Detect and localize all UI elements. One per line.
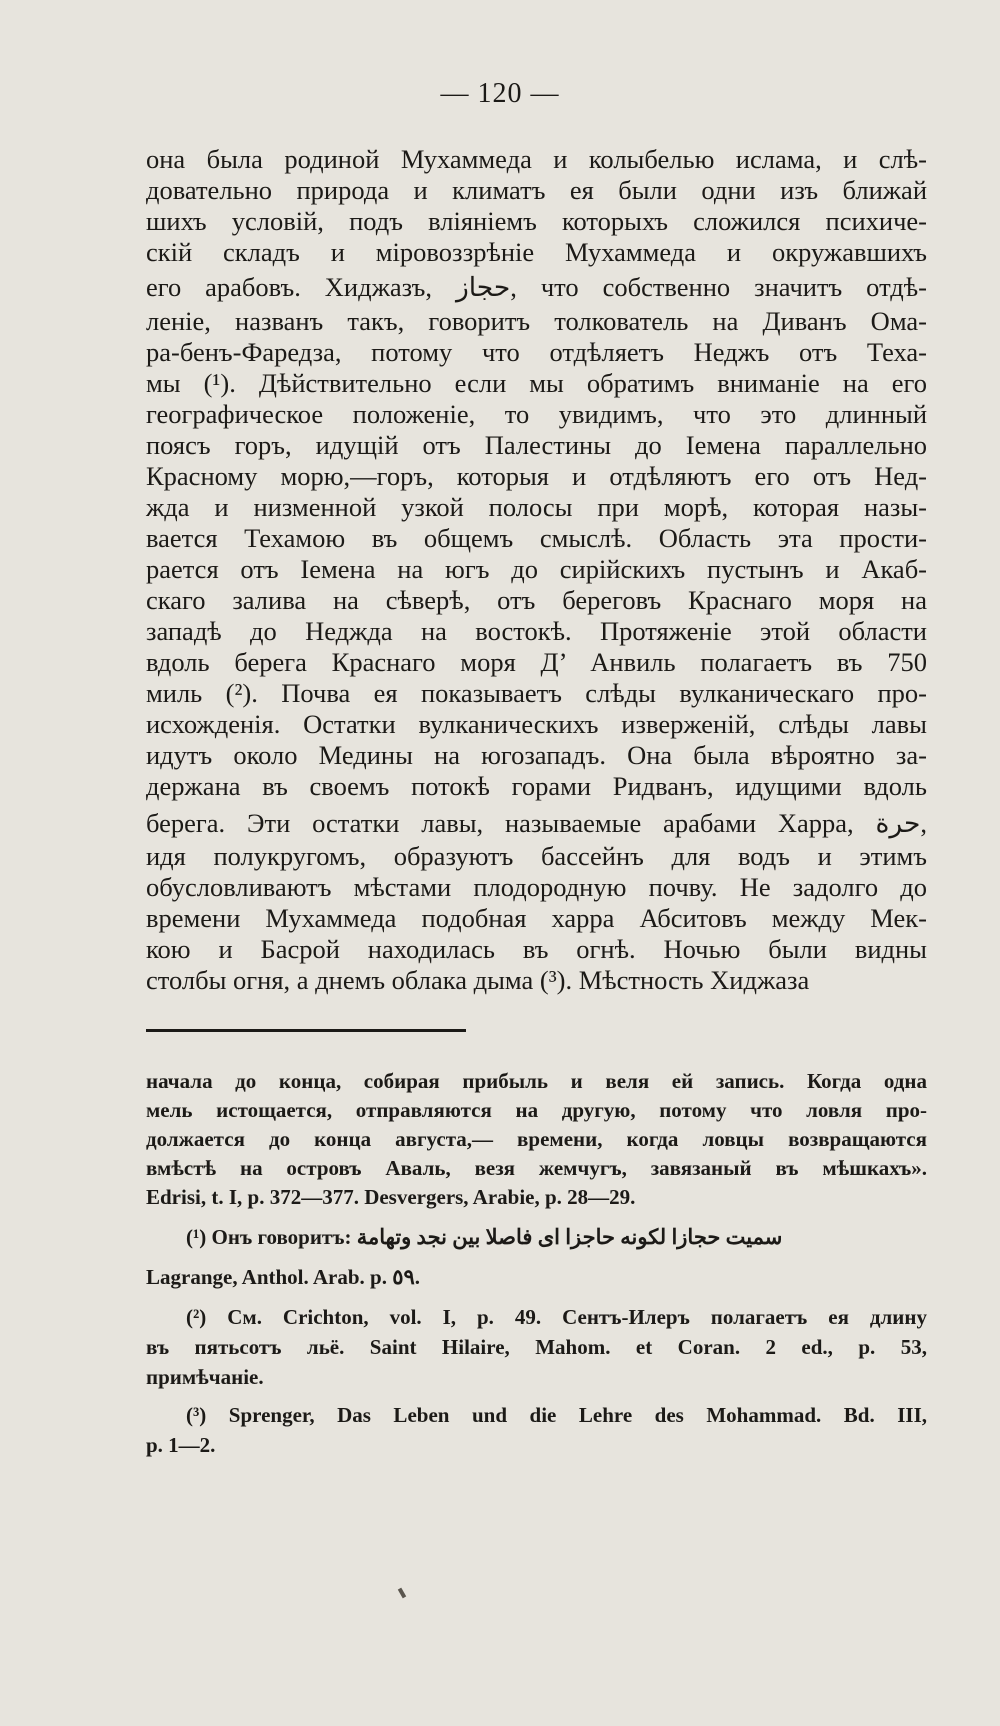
text-line: шихъ условій, подъ вліяніемъ которыхъ сложился психиче- <box>146 206 927 236</box>
footnote-line: примѣчаніе. <box>146 1365 264 1389</box>
text-line: идя полукругомъ, образуютъ бассейнъ для водъ и этимъ <box>146 841 927 871</box>
footnote-line: должается до конца августа,— времени, когда ловцы возвращаются <box>146 1127 927 1151</box>
text-line: жда и низменной узкой полосы при морѣ, которая назы- <box>146 492 927 522</box>
footnote-line: начала до конца, собирая прибыль и веля ей запись. Когда одна <box>146 1069 927 1093</box>
footnote-line: вмѣстѣ на островъ Аваль, везя жемчугъ, завязаный въ мѣшкахъ». <box>146 1156 927 1180</box>
text-line: вается Техамою въ общемъ смыслѣ. Область эта прости- <box>146 523 927 553</box>
text-line: его арабовъ. Хиджазъ, حجاز, что собственно значитъ отдѣ- <box>146 272 928 302</box>
text-line: обусловливаютъ мѣстами плодородную почву. Не задолго до <box>146 872 927 902</box>
footnote-line: Edrisi, t. I, p. 372—377. Desvergers, Arabie, p. 28—29. <box>146 1185 636 1209</box>
text-line: ра-бенъ-Фаредза, потому что отдѣляетъ Неджъ отъ Теха- <box>146 337 927 367</box>
text-line: рается отъ Іемена на югъ до сирійскихъ пустынъ и Акаб- <box>146 554 927 584</box>
text-line: поясъ горъ, идущій отъ Палестины до Іемена параллельно <box>146 430 927 460</box>
text-line: исхожденія. Остатки вулканическихъ изверженій, слѣды лавы <box>146 709 927 739</box>
text-line: Красному морю,—горъ, которыя и отдѣляютъ его отъ Нед- <box>146 461 927 491</box>
footnote-line: мель истощается, отправляются на другую, потому что ловля про- <box>146 1098 927 1122</box>
text-line: берега. Эти остатки лавы, называемые арабами Харра, حرة, <box>146 808 927 838</box>
text-line: западѣ до Неджда на востокѣ. Протяженіе этой области <box>146 616 927 646</box>
page-number: — 120 — <box>440 78 560 109</box>
text-line: миль (²). Почва ея показываетъ слѣды вулканическаго про- <box>146 678 927 708</box>
text-line: времени Мухаммеда подобная харра Абситовъ между Мек- <box>146 903 927 933</box>
text-line: скаго залива на сѣверѣ, отъ береговъ Краснаго моря на <box>146 585 927 615</box>
text-line: идутъ около Медины на югозападъ. Она была вѣроятно за- <box>146 740 927 770</box>
text-line: географическое положеніе, то увидимъ, что это длинный <box>146 399 927 429</box>
footnote-line: Lagrange, Anthol. Arab. p. ٥٩. <box>146 1265 421 1289</box>
text-line: она была родиной Мухаммеда и колыбелью ислама, и слѣ- <box>146 144 927 174</box>
footnote-line: въ пятьсотъ льё. Saint Hilaire, Mahom. et Coran. 2 ed., p. 53, <box>146 1335 927 1359</box>
footnote-rule <box>146 1029 466 1032</box>
text-line: держана въ своемъ потокѣ горами Ридванъ, идущими вдоль <box>146 771 927 801</box>
text-line: кою и Басрой находилась въ огнѣ. Ночью были видны <box>146 934 927 964</box>
footnote-line: (³) Sprenger, Das Leben und die Lehre des Mohammad. Bd. III, <box>186 1403 927 1427</box>
text-line: довательно природа и климатъ ея были одни изъ ближай <box>146 175 927 205</box>
footnote-line: (²) См. Crichton, vol. I, p. 49. Сентъ-Илеръ полагаетъ ея длину <box>186 1305 927 1329</box>
footnote-line: p. 1—2. <box>146 1433 216 1457</box>
text-line: мы (¹). Дѣйствительно если мы обратимъ вниманіе на его <box>146 368 927 398</box>
footnote-line: (¹) Онъ говоритъ: سميت حجازا لكونه حاجزا اى فاصلا بين نجد وتهامة <box>186 1225 783 1249</box>
ink-speck <box>398 1588 406 1599</box>
text-line: леніе, названъ такъ, говоритъ толкователь на Диванъ Ома- <box>146 306 927 336</box>
text-line: скій складъ и міровоззрѣніе Мухаммеда и окружавшихъ <box>146 237 927 267</box>
text-line: столбы огня, а днемъ облака дыма (³). Мѣстность Хиджаза <box>146 965 810 995</box>
text-line: вдоль берега Краснаго моря Д’ Анвиль полагаетъ въ 750 <box>146 647 927 677</box>
